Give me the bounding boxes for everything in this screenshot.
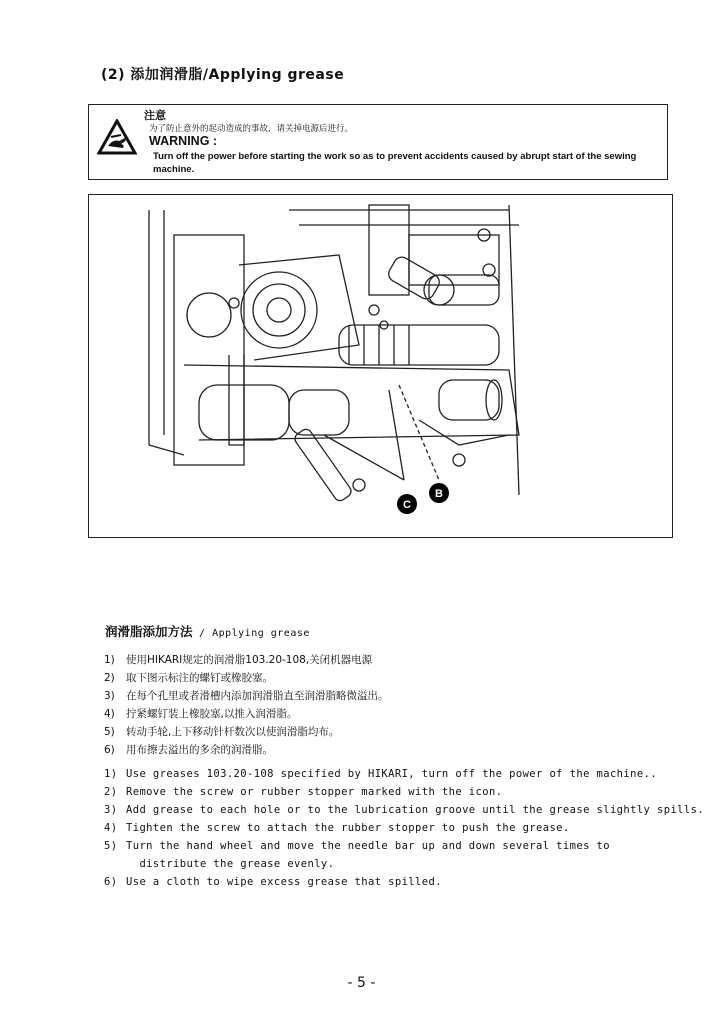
procedure-title-en: / Applying grease (192, 628, 310, 639)
list-item: 2) 取下图示标注的螺钉或橡胶塞。 (104, 672, 273, 684)
list-item: 4) 拧紧螺钉装上橡胶塞,以推入润滑脂。 (104, 708, 298, 720)
page-number: - 5 - (347, 975, 376, 991)
hand-pinch-warning-icon (97, 119, 137, 155)
section-title: (2) 添加润滑脂/Applying grease (101, 67, 345, 83)
sewing-machine-drawing (89, 195, 671, 536)
list-item: 4) Tighten the screw to attach the rubber stopper to push the grease. (104, 822, 570, 834)
warning-box (88, 104, 668, 180)
list-item: 1) Use greases 103.20-108 specified by HIKARI, turn off the power of the machine.. (104, 768, 658, 780)
machine-illustration (88, 194, 673, 538)
list-item: 3) 在每个孔里或者滑槽内添加润滑脂直至润滑脂略微溢出。 (104, 690, 389, 702)
list-item: 3) Add grease to each hole or to the lubrication groove until the grease slightly spills. (104, 804, 705, 816)
procedure-title-cn: 润滑脂添加方法 (105, 624, 193, 639)
list-item: 5) 转动手轮,上下移动针杆数次以使润滑脂均布。 (104, 726, 340, 738)
warning-heading-en: WARNING : (149, 134, 218, 148)
list-item: 2) Remove the screw or rubber stopper marked with the icon. (104, 786, 503, 798)
procedure-title (105, 622, 310, 640)
warning-text-en: Turn off the power before starting the work so as to prevent accidents caused by abrupt start of the sewing machine. (153, 151, 637, 175)
label-c: C (403, 499, 411, 511)
list-item: 1) 使用HIKARI规定的润滑脂103.20-108,关闭机器电源 (104, 654, 373, 666)
list-item: 6) Use a cloth to wipe excess grease that spilled. (104, 876, 442, 888)
list-item: 6) 用布擦去溢出的多余的润滑脂。 (104, 744, 273, 756)
warning-heading-cn: 注意 (144, 109, 166, 122)
warning-text-cn: 为了防止意外的起动造成的事故，请关掉电源后进行。 (149, 124, 354, 134)
steps-en (104, 765, 714, 891)
steps-cn (104, 651, 389, 759)
list-item: 5) Turn the hand wheel and move the needle bar up and down several times to distribute the grease evenly. (104, 840, 610, 870)
label-b: B (435, 488, 443, 500)
